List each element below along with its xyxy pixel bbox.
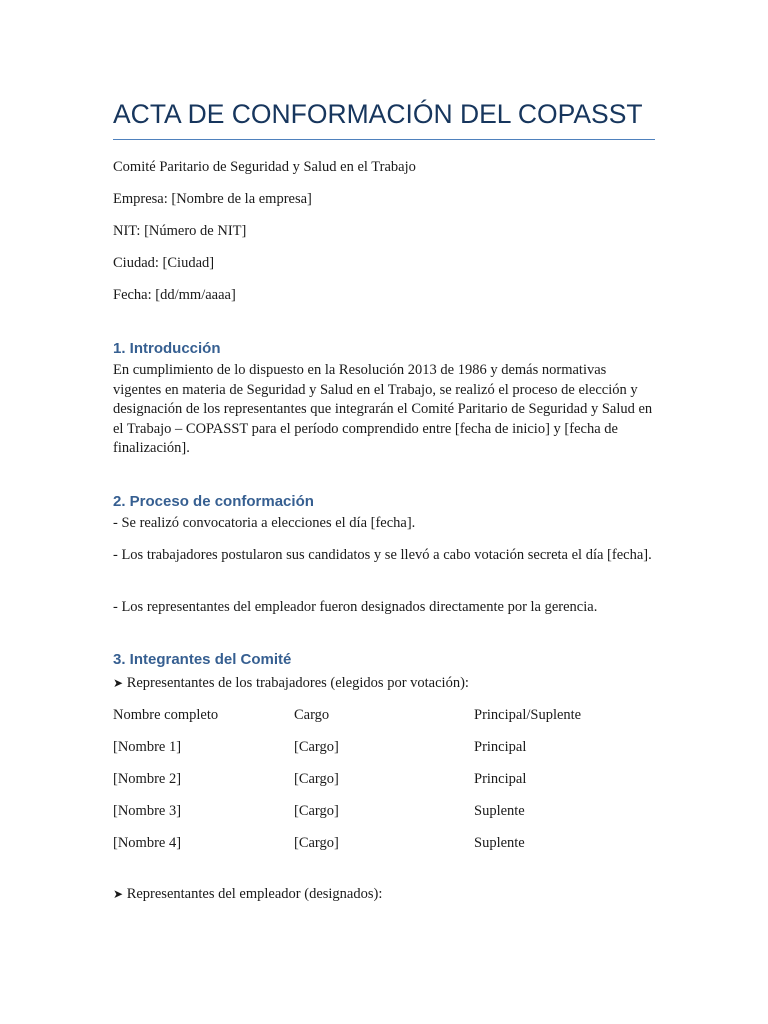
section-heading-integrantes: 3. Integrantes del Comité	[113, 651, 292, 668]
table-cell: [Nombre 3]	[113, 803, 182, 819]
table-cell: Suplente	[474, 803, 525, 819]
intro-paragraph: En cumplimiento de lo dispuesto en la Resolución 2013 de 1986 y demás normativas vigentes en materia de Seguridad y Salud en el Trabajo, se realizó el proceso de elección y designación de los representantes que integrarán el Comité Paritario de Seguridad y Salud en el Trabajo – COPASST para el período comprendido entre [fecha de inicio] y [fecha de finalización].	[113, 362, 653, 456]
field-ciudad: Ciudad: [Ciudad]	[113, 255, 215, 271]
employer-label-text: Representantes del empleador (designados):	[126, 886, 383, 902]
field-empresa: Empresa: [Nombre de la empresa]	[113, 191, 312, 207]
process-item: - Se realizó convocatoria a elecciones el día [fecha].	[113, 515, 416, 531]
document-title: ACTA DE CONFORMACIÓN DEL COPASST	[113, 99, 643, 129]
table-cell: [Nombre 1]	[113, 739, 182, 755]
arrow-bullet-icon: ➤	[113, 887, 124, 901]
document-subtitle: Comité Paritario de Seguridad y Salud en el Trabajo	[113, 159, 416, 175]
table-header-cell: Nombre completo	[113, 707, 219, 723]
table-cell: [Cargo]	[294, 771, 339, 787]
workers-label-text: Representantes de los trabajadores (elegidos por votación):	[126, 675, 469, 691]
process-item: - Los trabajadores postularon sus candidatos y se llevó a cabo votación secreta el día [fecha].	[113, 547, 652, 563]
arrow-bullet-icon: ➤	[113, 676, 124, 690]
table-cell: [Cargo]	[294, 739, 339, 755]
section-heading-proceso: 2. Proceso de conformación	[113, 493, 314, 510]
table-cell: Principal	[474, 739, 527, 755]
table-cell: [Cargo]	[294, 803, 339, 819]
employer-label	[113, 885, 382, 905]
field-fecha: Fecha: [dd/mm/aaaa]	[113, 287, 236, 303]
table-header-cell: Cargo	[294, 707, 330, 723]
table-cell: Principal	[474, 771, 527, 787]
section-heading-introduccion: 1. Introducción	[113, 340, 221, 357]
table-cell: [Cargo]	[294, 835, 339, 851]
workers-label	[113, 674, 469, 694]
table-cell: Suplente	[474, 835, 525, 851]
process-item: - Los representantes del empleador fueron designados directamente por la gerencia.	[113, 599, 598, 615]
title-underline	[113, 139, 655, 140]
table-cell: [Nombre 4]	[113, 835, 182, 851]
table-header-cell: Principal/Suplente	[474, 707, 582, 723]
field-nit: NIT: [Número de NIT]	[113, 223, 247, 239]
table-cell: [Nombre 2]	[113, 771, 182, 787]
